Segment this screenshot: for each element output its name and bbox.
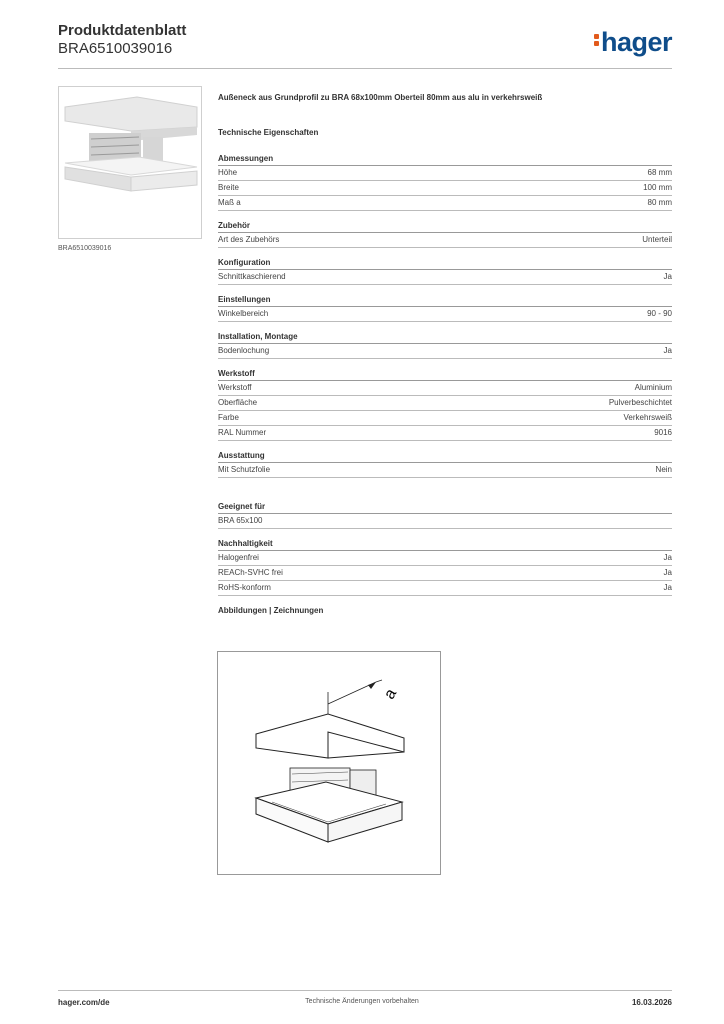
product-thumbnail-image xyxy=(59,87,201,238)
technical-drawing xyxy=(217,651,441,875)
spec-value: Ja xyxy=(663,346,672,355)
spec-label: Maß a xyxy=(218,198,241,207)
spec-row xyxy=(218,270,672,285)
spec-label: RoHS-konform xyxy=(218,583,271,592)
spec-row xyxy=(218,426,672,441)
spec-value: Ja xyxy=(663,568,672,577)
spec-row xyxy=(218,551,672,566)
hager-logo xyxy=(594,27,672,58)
section-title: Geeignet für xyxy=(218,502,672,514)
spec-value: 100 mm xyxy=(643,183,672,192)
spec-row xyxy=(218,566,672,581)
section-title: Ausstattung xyxy=(218,451,672,463)
spec-row xyxy=(218,381,672,396)
logo-dots-icon xyxy=(594,32,599,48)
spec-row xyxy=(218,411,672,426)
spec-row xyxy=(218,344,672,359)
spec-group xyxy=(218,369,672,441)
spec-label: Breite xyxy=(218,183,239,192)
spec-label: REACh-SVHC frei xyxy=(218,568,283,577)
spec-row xyxy=(218,581,672,596)
spec-label: BRA 65x100 xyxy=(218,516,263,525)
section-title: Installation, Montage xyxy=(218,332,672,344)
product-thumbnail xyxy=(58,86,202,239)
spec-row xyxy=(218,233,672,248)
spec-value: 9016 xyxy=(654,428,672,437)
thumbnail-caption: BRA6510039016 xyxy=(58,245,112,252)
spec-group xyxy=(218,539,672,596)
logo-text: hager xyxy=(600,27,672,57)
spec-label: RAL Nummer xyxy=(218,428,267,437)
spec-group xyxy=(218,451,672,478)
spec-row xyxy=(218,196,672,211)
spec-group xyxy=(218,502,672,529)
spec-label: Schnittkaschierend xyxy=(218,272,286,281)
footer-date: 16.03.2026 xyxy=(631,998,672,1007)
corner-drawing-image xyxy=(218,652,440,874)
section-title: Abmessungen xyxy=(218,154,672,166)
spec-row xyxy=(218,514,672,529)
section-title: Einstellungen xyxy=(218,295,672,307)
spec-row xyxy=(218,396,672,411)
product-description: Außeneck aus Grundprofil zu BRA 68x100mm Oberteil 80mm aus alu in verkehrsweiß xyxy=(218,93,543,102)
section-title: Zubehör xyxy=(218,221,672,233)
spec-label: Werkstoff xyxy=(218,383,252,392)
section-title: Konfiguration xyxy=(218,258,672,270)
spec-value: Ja xyxy=(663,272,672,281)
spec-label: Oberfläche xyxy=(218,398,258,407)
spec-label: Bodenlochung xyxy=(218,346,270,355)
spec-value: 80 mm xyxy=(647,198,672,207)
spec-row xyxy=(218,307,672,322)
spec-value: Unterteil xyxy=(642,235,672,244)
section-title: Werkstoff xyxy=(218,369,672,381)
spec-label: Winkelbereich xyxy=(218,309,269,318)
spec-value: 68 mm xyxy=(647,168,672,177)
spec-label: Farbe xyxy=(218,413,239,422)
spec-value: Nein xyxy=(655,465,672,474)
spec-value: Aluminium xyxy=(634,383,672,392)
spec-row xyxy=(218,166,672,181)
spec-value: Ja xyxy=(663,553,672,562)
footer-website[interactable]: hager.com/de xyxy=(58,998,110,1007)
footer-divider xyxy=(58,990,672,991)
spec-label: Halogenfrei xyxy=(218,553,259,562)
spec-group xyxy=(218,332,672,359)
spec-row xyxy=(218,181,672,196)
page-title: Produktdatenblatt xyxy=(58,22,187,39)
spec-value: 90 - 90 xyxy=(647,309,672,318)
spec-value: Pulverbeschichtet xyxy=(608,398,672,407)
section-title: Nachhaltigkeit xyxy=(218,539,672,551)
dimension-label: a xyxy=(380,685,401,703)
spec-label: Mit Schutzfolie xyxy=(218,465,271,474)
spec-group xyxy=(218,154,672,211)
spec-label: Höhe xyxy=(218,168,238,177)
footer-notice: Technische Änderungen vorbehalten xyxy=(305,998,419,1005)
spec-group xyxy=(218,295,672,322)
spec-value: Ja xyxy=(663,583,672,592)
spec-sections xyxy=(218,154,672,596)
article-number: BRA6510039016 xyxy=(58,40,173,57)
figures-title: Abbildungen | Zeichnungen xyxy=(218,606,324,615)
spec-value: Verkehrsweiß xyxy=(623,413,672,422)
tech-heading: Technische Eigenschaften xyxy=(218,128,319,137)
spec-row xyxy=(218,463,672,478)
spec-group xyxy=(218,258,672,285)
header-divider xyxy=(58,68,672,69)
spec-content xyxy=(218,93,672,615)
spec-label: Art des Zubehörs xyxy=(218,235,280,244)
spec-group xyxy=(218,221,672,248)
